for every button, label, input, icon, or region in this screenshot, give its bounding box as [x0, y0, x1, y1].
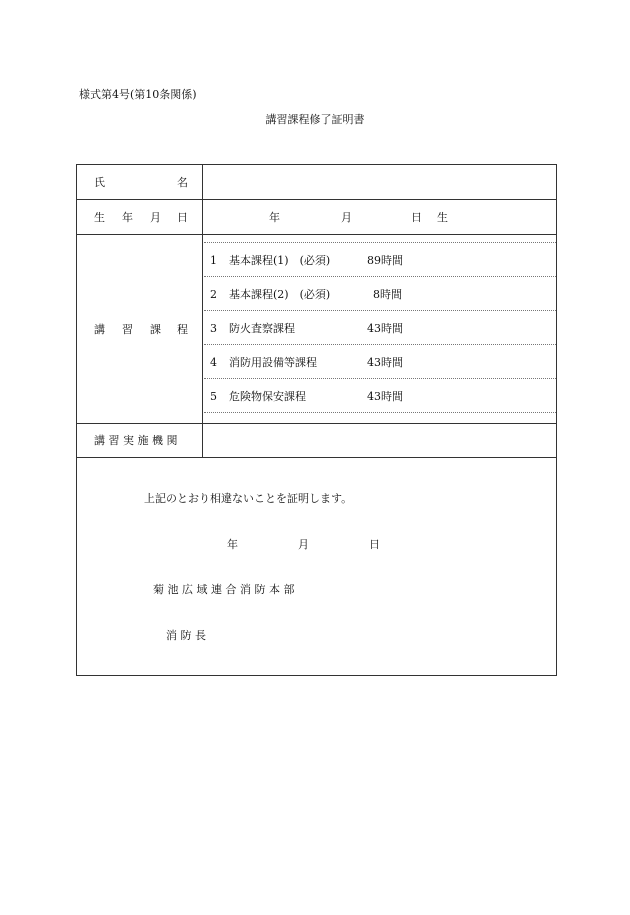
fire-chief-title: 消 防 長 [166, 629, 206, 642]
cert-month-unit: 月 [298, 538, 309, 551]
course-divider [204, 344, 556, 345]
course-item: 1 基本課程(1) (必須) 89時間 [210, 254, 403, 267]
course-item: 5 危険物保安課程 43時間 [210, 390, 403, 403]
course-hours: 89時間 [367, 254, 403, 267]
institution-field[interactable] [204, 423, 556, 457]
course-hours: 43時間 [367, 390, 403, 403]
document-title: 講習課程修了証明書 [265, 113, 365, 126]
birth-born-unit: 生 [437, 211, 448, 224]
institution-row [77, 423, 556, 458]
name-label: 氏 名 [77, 165, 203, 199]
course-label: 講 習 課 程 [77, 234, 203, 423]
course-divider [204, 242, 556, 243]
birth-day-unit: 日 [411, 211, 422, 224]
birth-year-unit: 年 [269, 211, 280, 224]
course-divider [204, 412, 556, 413]
certification-statement: 上記のとおり相違ないことを証明します。 [144, 492, 353, 505]
course-divider [204, 310, 556, 311]
organization-name: 菊 池 広 域 連 合 消 防 本 部 [153, 583, 295, 596]
birthdate-label: 生 年 月 日 [77, 199, 203, 234]
cert-year-unit: 年 [227, 538, 238, 551]
name-row [77, 165, 556, 200]
course-item: 3 防火査察課程 43時間 [210, 322, 403, 335]
form-number: 様式第4号(第10条関係) [79, 88, 197, 101]
course-hours: 43時間 [367, 322, 403, 335]
course-row [77, 234, 556, 424]
course-divider [204, 276, 556, 277]
cert-day-unit: 日 [369, 538, 380, 551]
certificate-form [76, 164, 557, 676]
name-field[interactable] [204, 165, 556, 199]
course-item: 4 消防用設備等課程 43時間 [210, 356, 403, 369]
course-hours: 8時間 [373, 288, 402, 301]
course-hours: 43時間 [367, 356, 403, 369]
course-item: 2 基本課程(2) (必須) 8時間 [210, 288, 402, 301]
birthdate-row [77, 199, 556, 235]
course-divider [204, 378, 556, 379]
birth-month-unit: 月 [341, 211, 352, 224]
certification-block [77, 457, 556, 675]
institution-label: 講 習 実 施 機 関 [77, 423, 203, 457]
